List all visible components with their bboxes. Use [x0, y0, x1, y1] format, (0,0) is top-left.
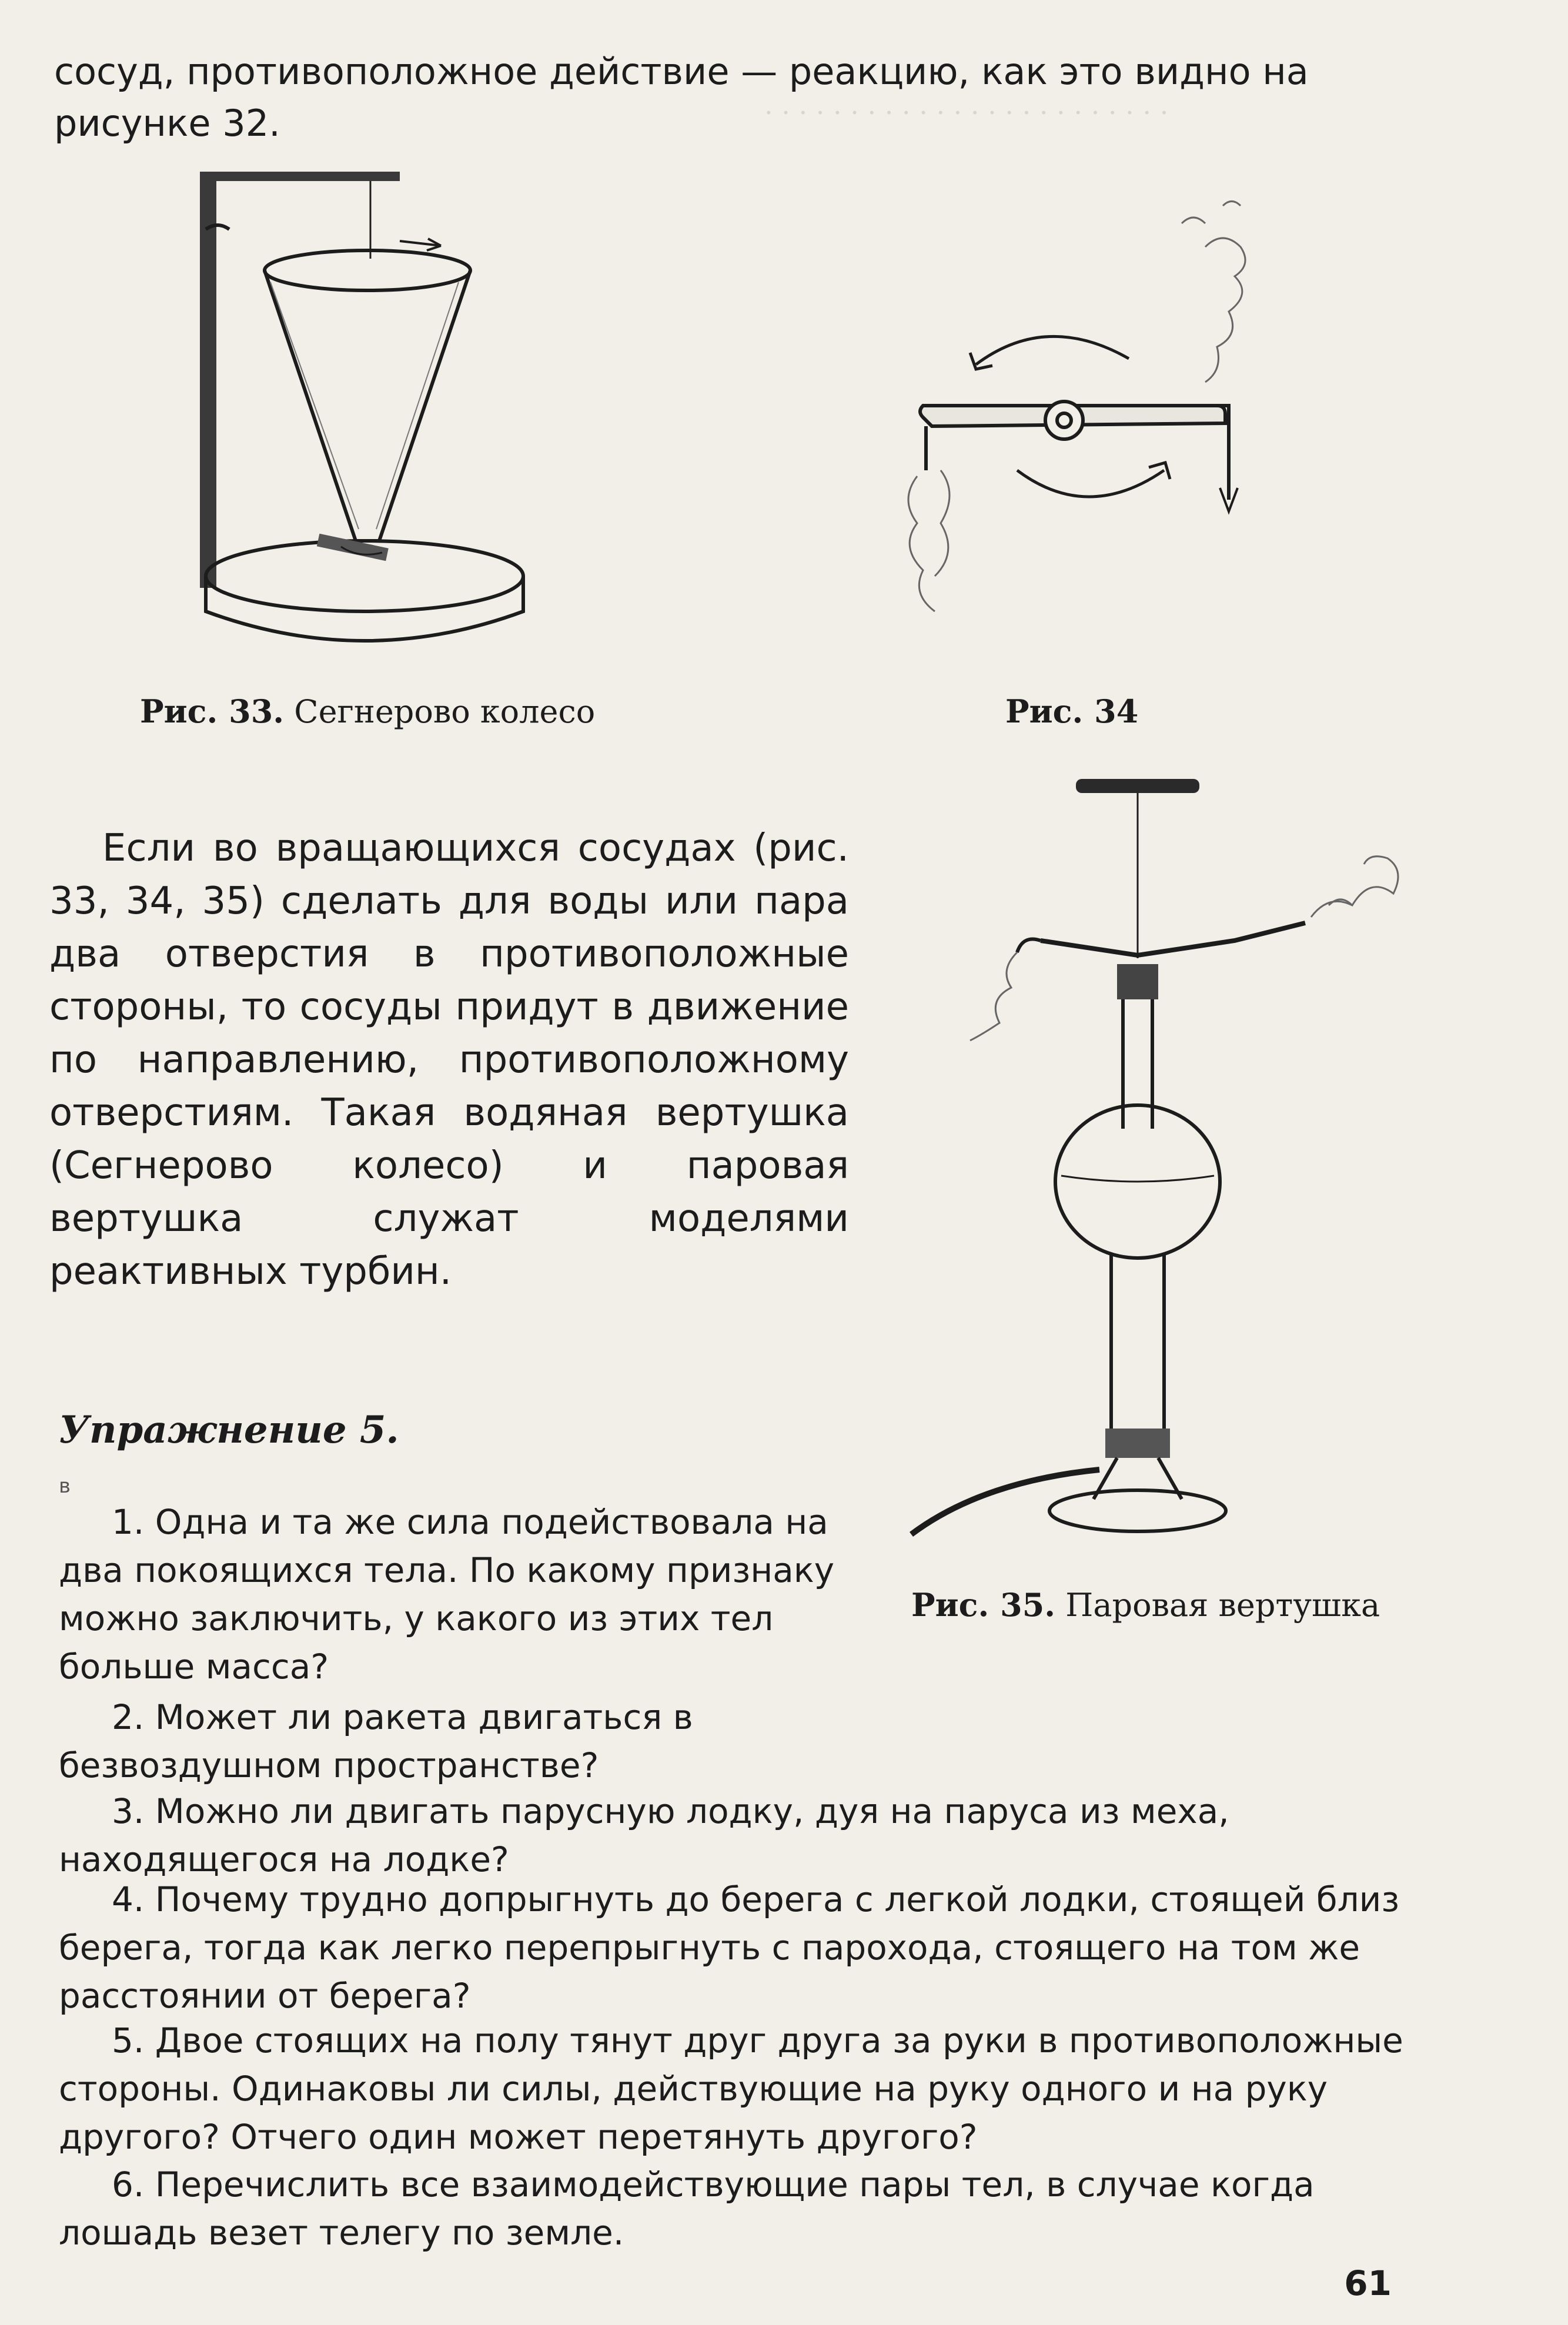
exercise-4-text: 4. Почему трудно допрыгнуть до берега с легкой лодки, стоящей близ берега, тогда как легко перепрыгнуть с парохода, стоящего на том же расстоянии от берега?	[59, 1879, 1400, 2016]
figure-35-steam-flask	[905, 764, 1423, 1564]
figure-33-title: Сегнерово колесо	[294, 693, 596, 730]
exercise-item-4	[59, 1875, 1405, 2020]
figure-34-caption	[1005, 693, 1138, 730]
exercise-item-1	[59, 1498, 847, 1691]
page-number: 61	[1344, 2263, 1392, 2303]
exercise-1-text: 1. Одна и та же сила подействовала на два покоящихся тела. По какому признаку можно заключить, у какого из этих тел больше масса?	[59, 1502, 835, 1687]
exercise-item-6	[59, 2160, 1405, 2257]
figure-35-title: Паровая вертушка	[1065, 1587, 1380, 1624]
exercise-item-2	[59, 1693, 847, 1789]
figure-35-caption	[911, 1586, 1380, 1624]
exercise-6-text: 6. Перечислить все взаимодействующие пары тел, в случае когда лошадь везет телегу по земле.	[59, 2165, 1315, 2253]
exercise-item-5	[59, 2016, 1405, 2161]
exercise-5-text: 5. Двое стоящих на полу тянут друг друга за руки в противоположные стороны. Одинаковы ли силы, действующие на руку одного и на руку другого? Отчего один может перетянуть другого?	[59, 2020, 1403, 2157]
figure-35-label: Рис. 35.	[911, 1586, 1056, 1624]
figure-33-segner-wheel	[188, 165, 611, 670]
show-through-text: . . . . . . . . . . . . . . . . . . . . . . . .	[764, 89, 1169, 121]
figure-34-label: Рис. 34	[1005, 693, 1139, 730]
exercise-2-text: 2. Может ли ракета двигаться в безвоздушном пространстве?	[59, 1697, 693, 1785]
figure-33-label: Рис. 33.	[140, 693, 285, 730]
exercise-3-text: 3. Можно ли двигать парусную лодку, дуя на паруса из меха, находящегося на лодке?	[59, 1791, 1229, 1879]
main-paragraph	[49, 822, 849, 1298]
exercise-heading: Упражнение 5.	[59, 1408, 399, 1452]
figure-33-caption	[140, 693, 595, 730]
intro-paragraph: сосуд, противоположное действие — реакцию, как это видно на рисунке 32.	[54, 50, 1309, 145]
figure-34-steam-wheel	[864, 194, 1288, 676]
exercise-item-3	[59, 1787, 1405, 1884]
margin-mark: в	[59, 1474, 71, 1498]
main-paragraph-text: Если во вращающихся сосудах (рис. 33, 34, 35) сделать для воды или пара два отверстия в противоположные стороны, то сосуды придут в движение по направлению, противоположному отверстиям. Такая водяная вертушка (Сегнерово колесо) и паровая вертушка служат моделями реактивных турбин.	[49, 827, 849, 1293]
